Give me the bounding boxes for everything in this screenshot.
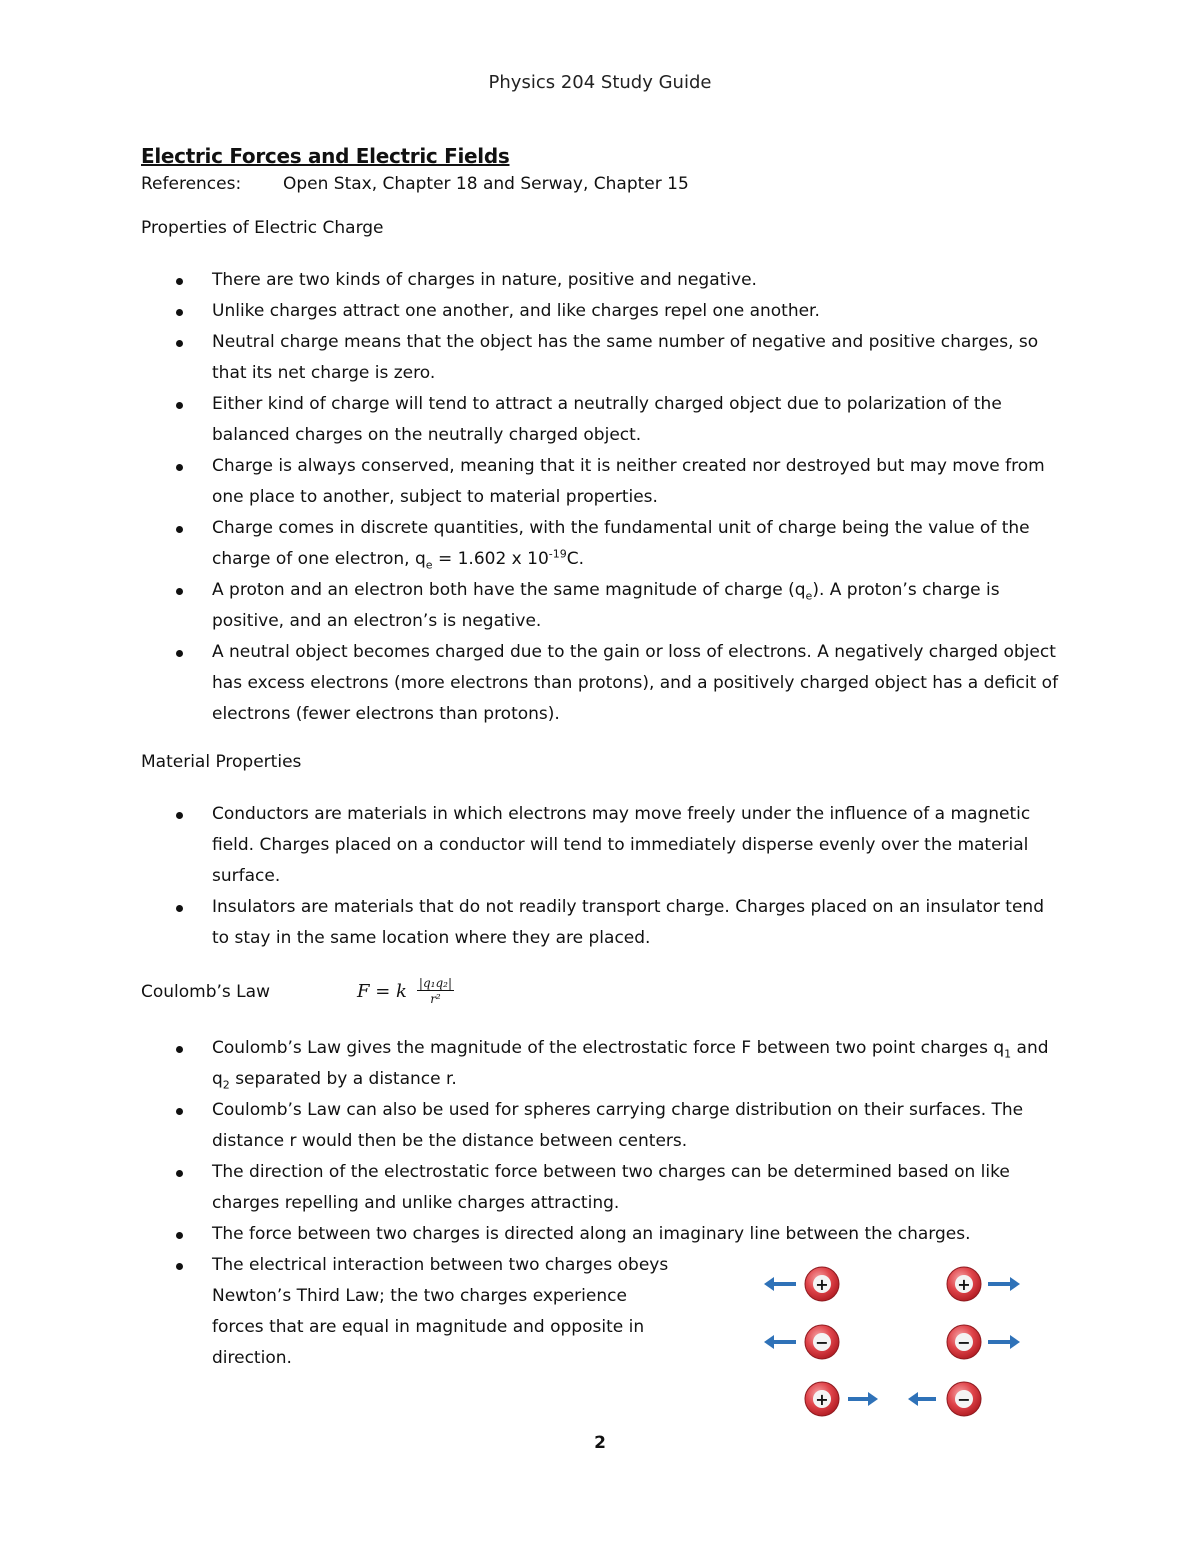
list-item: There are two kinds of charges in nature, positive and negative. (141, 265, 1066, 296)
coulomb-formula (357, 976, 454, 1006)
list-item: Charge is always conserved, meaning that it is neither created nor destroyed but may move from one place to another, subject to material properties. (141, 451, 1066, 513)
list-item: Coulomb’s Law can also be used for spheres carrying charge distribution on their surfaces. The distance r would then be the distance between centers. (141, 1095, 1066, 1157)
formula-lhs: F = k (357, 980, 407, 1002)
section-heading-coulomb: Coulomb’s Law (141, 982, 270, 1002)
running-header: Physics 204 Study Guide (488, 72, 712, 93)
list-item: Conductors are materials in which electrons may move freely under the influence of a magnetic field. Charges placed on a conductor will tend to immediately disperse evenly over the material surface. (141, 799, 1066, 892)
formula-fraction (417, 976, 454, 1006)
charge-interaction-diagram (760, 1262, 1050, 1422)
list-item-text: Charge comes in discrete quantities, with the fundamental unit of charge being the value of the charge of one electron, q (212, 518, 1030, 569)
charge-sign: + (815, 1390, 829, 1409)
arrow-left-icon (908, 1392, 936, 1406)
charge-sign: − (957, 1390, 971, 1409)
list-item (141, 575, 1066, 637)
document-title: Electric Forces and Electric Fields (141, 144, 510, 168)
page-number: 2 (594, 1433, 606, 1453)
properties-list (141, 265, 1066, 730)
list-item-text: separated by a distance r. (229, 1069, 457, 1089)
list-item: Insulators are materials that do not readily transport charge. Charges placed on an insulator tend to stay in the same location where they are placed. (141, 892, 1066, 954)
list-item: The force between two charges is directed along an imaginary line between the charges. (141, 1219, 1066, 1250)
list-item: Either kind of charge will tend to attract a neutrally charged object due to polarization of the balanced charges on the neutrally charged object. (141, 389, 1066, 451)
subscript: 1 (1004, 1047, 1012, 1061)
subscript: 2 (222, 1078, 230, 1092)
charge-sign: − (815, 1333, 829, 1352)
list-item-text: and q (212, 1038, 1049, 1089)
subscript: e (425, 558, 433, 572)
charge-sign: + (815, 1275, 829, 1294)
list-item-text: = 1.602 x 10 (432, 549, 549, 569)
list-item-text: ). A proton’s charge is positive, and an electron’s is negative. (212, 580, 1000, 631)
formula-denominator: r² (430, 992, 441, 1006)
arrow-left-icon (764, 1335, 796, 1349)
positive-charge-icon (947, 1267, 981, 1301)
arrow-right-icon (988, 1277, 1020, 1291)
negative-charge-icon (805, 1325, 839, 1359)
list-item-text: Coulomb’s Law gives the magnitude of the electrostatic force F between two point charges q (212, 1038, 1005, 1058)
section-heading-material: Material Properties (141, 752, 302, 772)
list-item: Neutral charge means that the object has the same number of negative and positive charges, so that its net charge is zero. (141, 327, 1066, 389)
list-item (141, 513, 1066, 575)
section-heading-properties: Properties of Electric Charge (141, 218, 384, 238)
superscript: -19 (548, 547, 567, 561)
charge-sign: − (957, 1333, 971, 1352)
list-item-text: A proton and an electron both have the same magnitude of charge (q (212, 580, 806, 600)
list-item (141, 1033, 1066, 1095)
references-text: Open Stax, Chapter 18 and Serway, Chapter 15 (283, 174, 689, 194)
positive-charge-icon (805, 1382, 839, 1416)
list-item: The direction of the electrostatic force between two charges can be determined based on like charges repelling and unlike charges attracting. (141, 1157, 1066, 1219)
charge-sign: + (957, 1275, 971, 1294)
arrow-left-icon (764, 1277, 796, 1291)
negative-charge-icon (947, 1382, 981, 1416)
formula-numerator: |q₁q₂| (418, 976, 452, 990)
arrow-right-icon (848, 1392, 878, 1406)
references-label: References: (141, 174, 242, 194)
list-item: Unlike charges attract one another, and like charges repel one another. (141, 296, 1066, 327)
arrow-right-icon (988, 1335, 1020, 1349)
negative-charge-icon (947, 1325, 981, 1359)
list-item: The electrical interaction between two charges obeys Newton’s Third Law; the two charges experience forces that are equal in magnitude and opposite in direction. (141, 1250, 682, 1374)
subscript: e (805, 589, 813, 603)
positive-charge-icon (805, 1267, 839, 1301)
material-list (141, 799, 1066, 954)
references-line (141, 174, 689, 194)
list-item-text: C. (566, 549, 585, 569)
list-item: A neutral object becomes charged due to the gain or loss of electrons. A negatively charged object has excess electrons (more electrons than protons), and a positively charged object has a deficit of electrons (fewer electrons than protons). (141, 637, 1066, 730)
